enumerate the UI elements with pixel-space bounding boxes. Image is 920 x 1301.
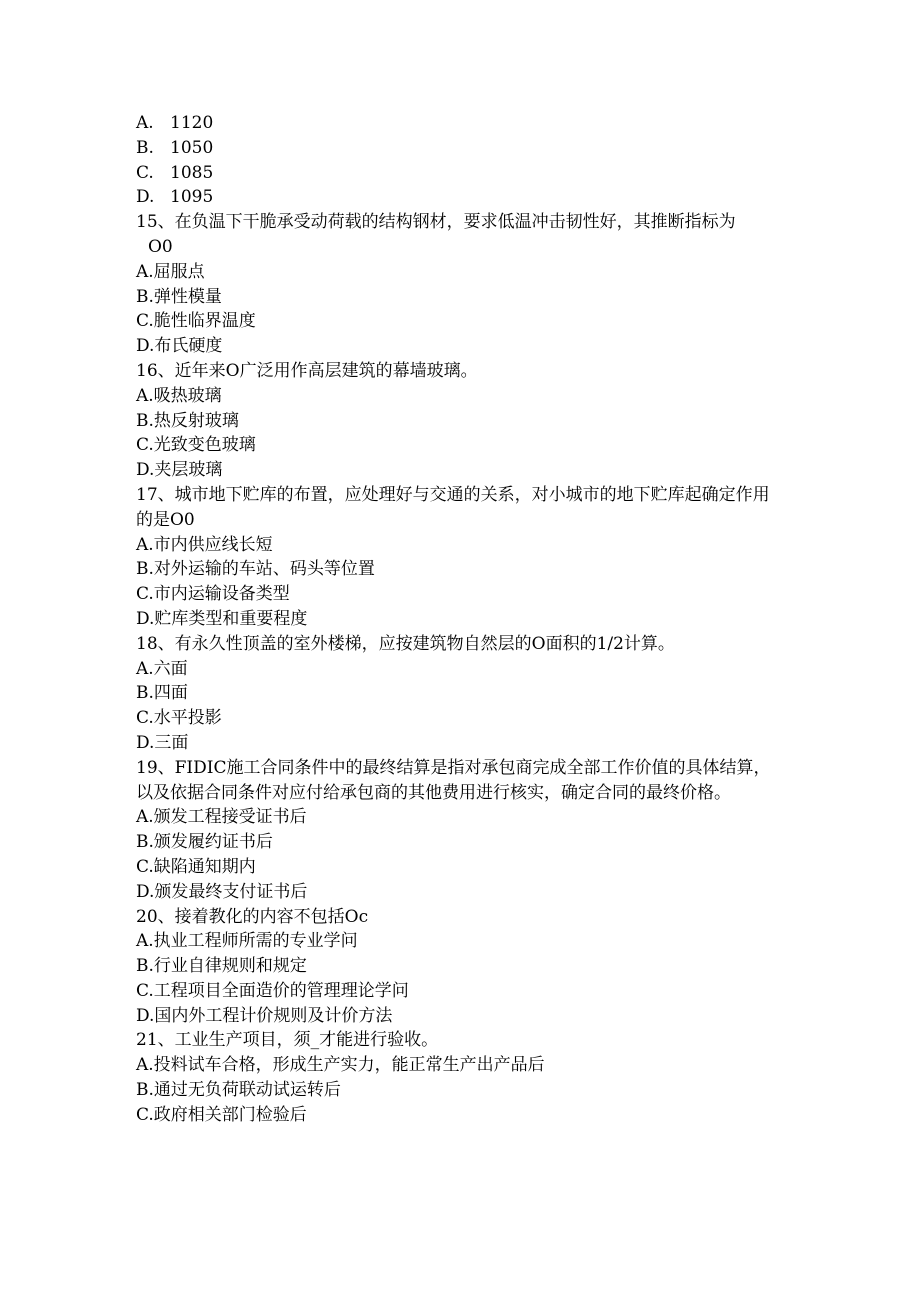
- answer-option: D.贮库类型和重要程度: [136, 608, 308, 629]
- answer-option: C.水平投影: [136, 708, 222, 729]
- question-text: 15、在负温下干脆承受动荷载的结构钢材，要求低温冲击韧性好，其推断指标为: [136, 212, 736, 233]
- question-text: 21、工业生产项目，须_才能进行验收。: [136, 1030, 439, 1051]
- answer-option: A.六面: [136, 658, 188, 679]
- answer-option: D.国内外工程计价规则及计价方法: [136, 1005, 393, 1026]
- question-text: 18、有永久性顶盖的室外楼梯，应按建筑物自然层的O面积的1/2计算。: [136, 633, 675, 654]
- answer-option: A.颁发工程接受证书后: [136, 807, 307, 828]
- answer-option: D.三面: [136, 732, 189, 753]
- answer-option: B.通过无负荷联动试运转后: [136, 1080, 341, 1101]
- question-text: 16、近年来O广泛用作高层建筑的幕墙玻璃。: [136, 360, 478, 381]
- answer-option: B.对外运输的车站、码头等位置: [136, 559, 375, 580]
- question-text: 19、FIDIC施工合同条件中的最终结算是指对承包商完成全部工作价值的具体结算，以及依据合同条件对应付给承包商的其他费用进行核实，确定合同的最终价格。: [136, 757, 771, 803]
- option-label: D.: [136, 187, 155, 208]
- option-label: C.: [136, 162, 154, 183]
- answer-option: D.夹层玻璃: [136, 460, 223, 481]
- question-blank: O0: [148, 236, 173, 257]
- answer-option: B.热反射玻璃: [136, 410, 239, 431]
- answer-option: [136, 161, 786, 186]
- option-value: 1095: [170, 187, 214, 208]
- option-label: B.: [136, 137, 154, 158]
- answer-option: C.脆性临界温度: [136, 311, 256, 332]
- answer-option: B.四面: [136, 683, 188, 704]
- answer-option: [136, 136, 786, 161]
- answer-option: C.政府相关部门检验后: [136, 1104, 307, 1125]
- answer-option: [136, 111, 786, 136]
- answer-option: B.颁发履约证书后: [136, 832, 273, 853]
- answer-option: A.吸热玻璃: [136, 385, 222, 406]
- answer-option: C.工程项目全面造价的管理理论学问: [136, 980, 409, 1001]
- option-value: 1085: [170, 162, 214, 183]
- answer-option: A.屈服点: [136, 261, 205, 282]
- option-value: 1050: [170, 137, 214, 158]
- answer-option: B.行业自律规则和规定: [136, 956, 307, 977]
- document-body: [136, 111, 786, 1128]
- answer-option: [136, 185, 786, 210]
- answer-option: C.光致变色玻璃: [136, 435, 256, 456]
- answer-option: D.颁发最终支付证书后: [136, 881, 308, 902]
- answer-option: C.市内运输设备类型: [136, 584, 290, 605]
- option-value: 1120: [170, 113, 214, 133]
- answer-option: A.执业工程师所需的专业学问: [136, 931, 358, 952]
- question-text: 20、接着教化的内容不包括Oc: [136, 906, 369, 927]
- answer-option: D.布氏硬度: [136, 336, 223, 357]
- option-label: A.: [136, 113, 154, 133]
- answer-option: B.弹性模量: [136, 286, 222, 307]
- question-text: 17、城市地下贮库的布置，应处理好与交通的关系，对小城市的地下贮库起确定作用的是O0: [136, 484, 770, 530]
- answer-option: C.缺陷通知期内: [136, 856, 256, 877]
- answer-option: A.市内供应线长短: [136, 534, 273, 555]
- answer-option: A.投料试车合格，形成生产实力，能正常生产出产品后: [136, 1055, 545, 1076]
